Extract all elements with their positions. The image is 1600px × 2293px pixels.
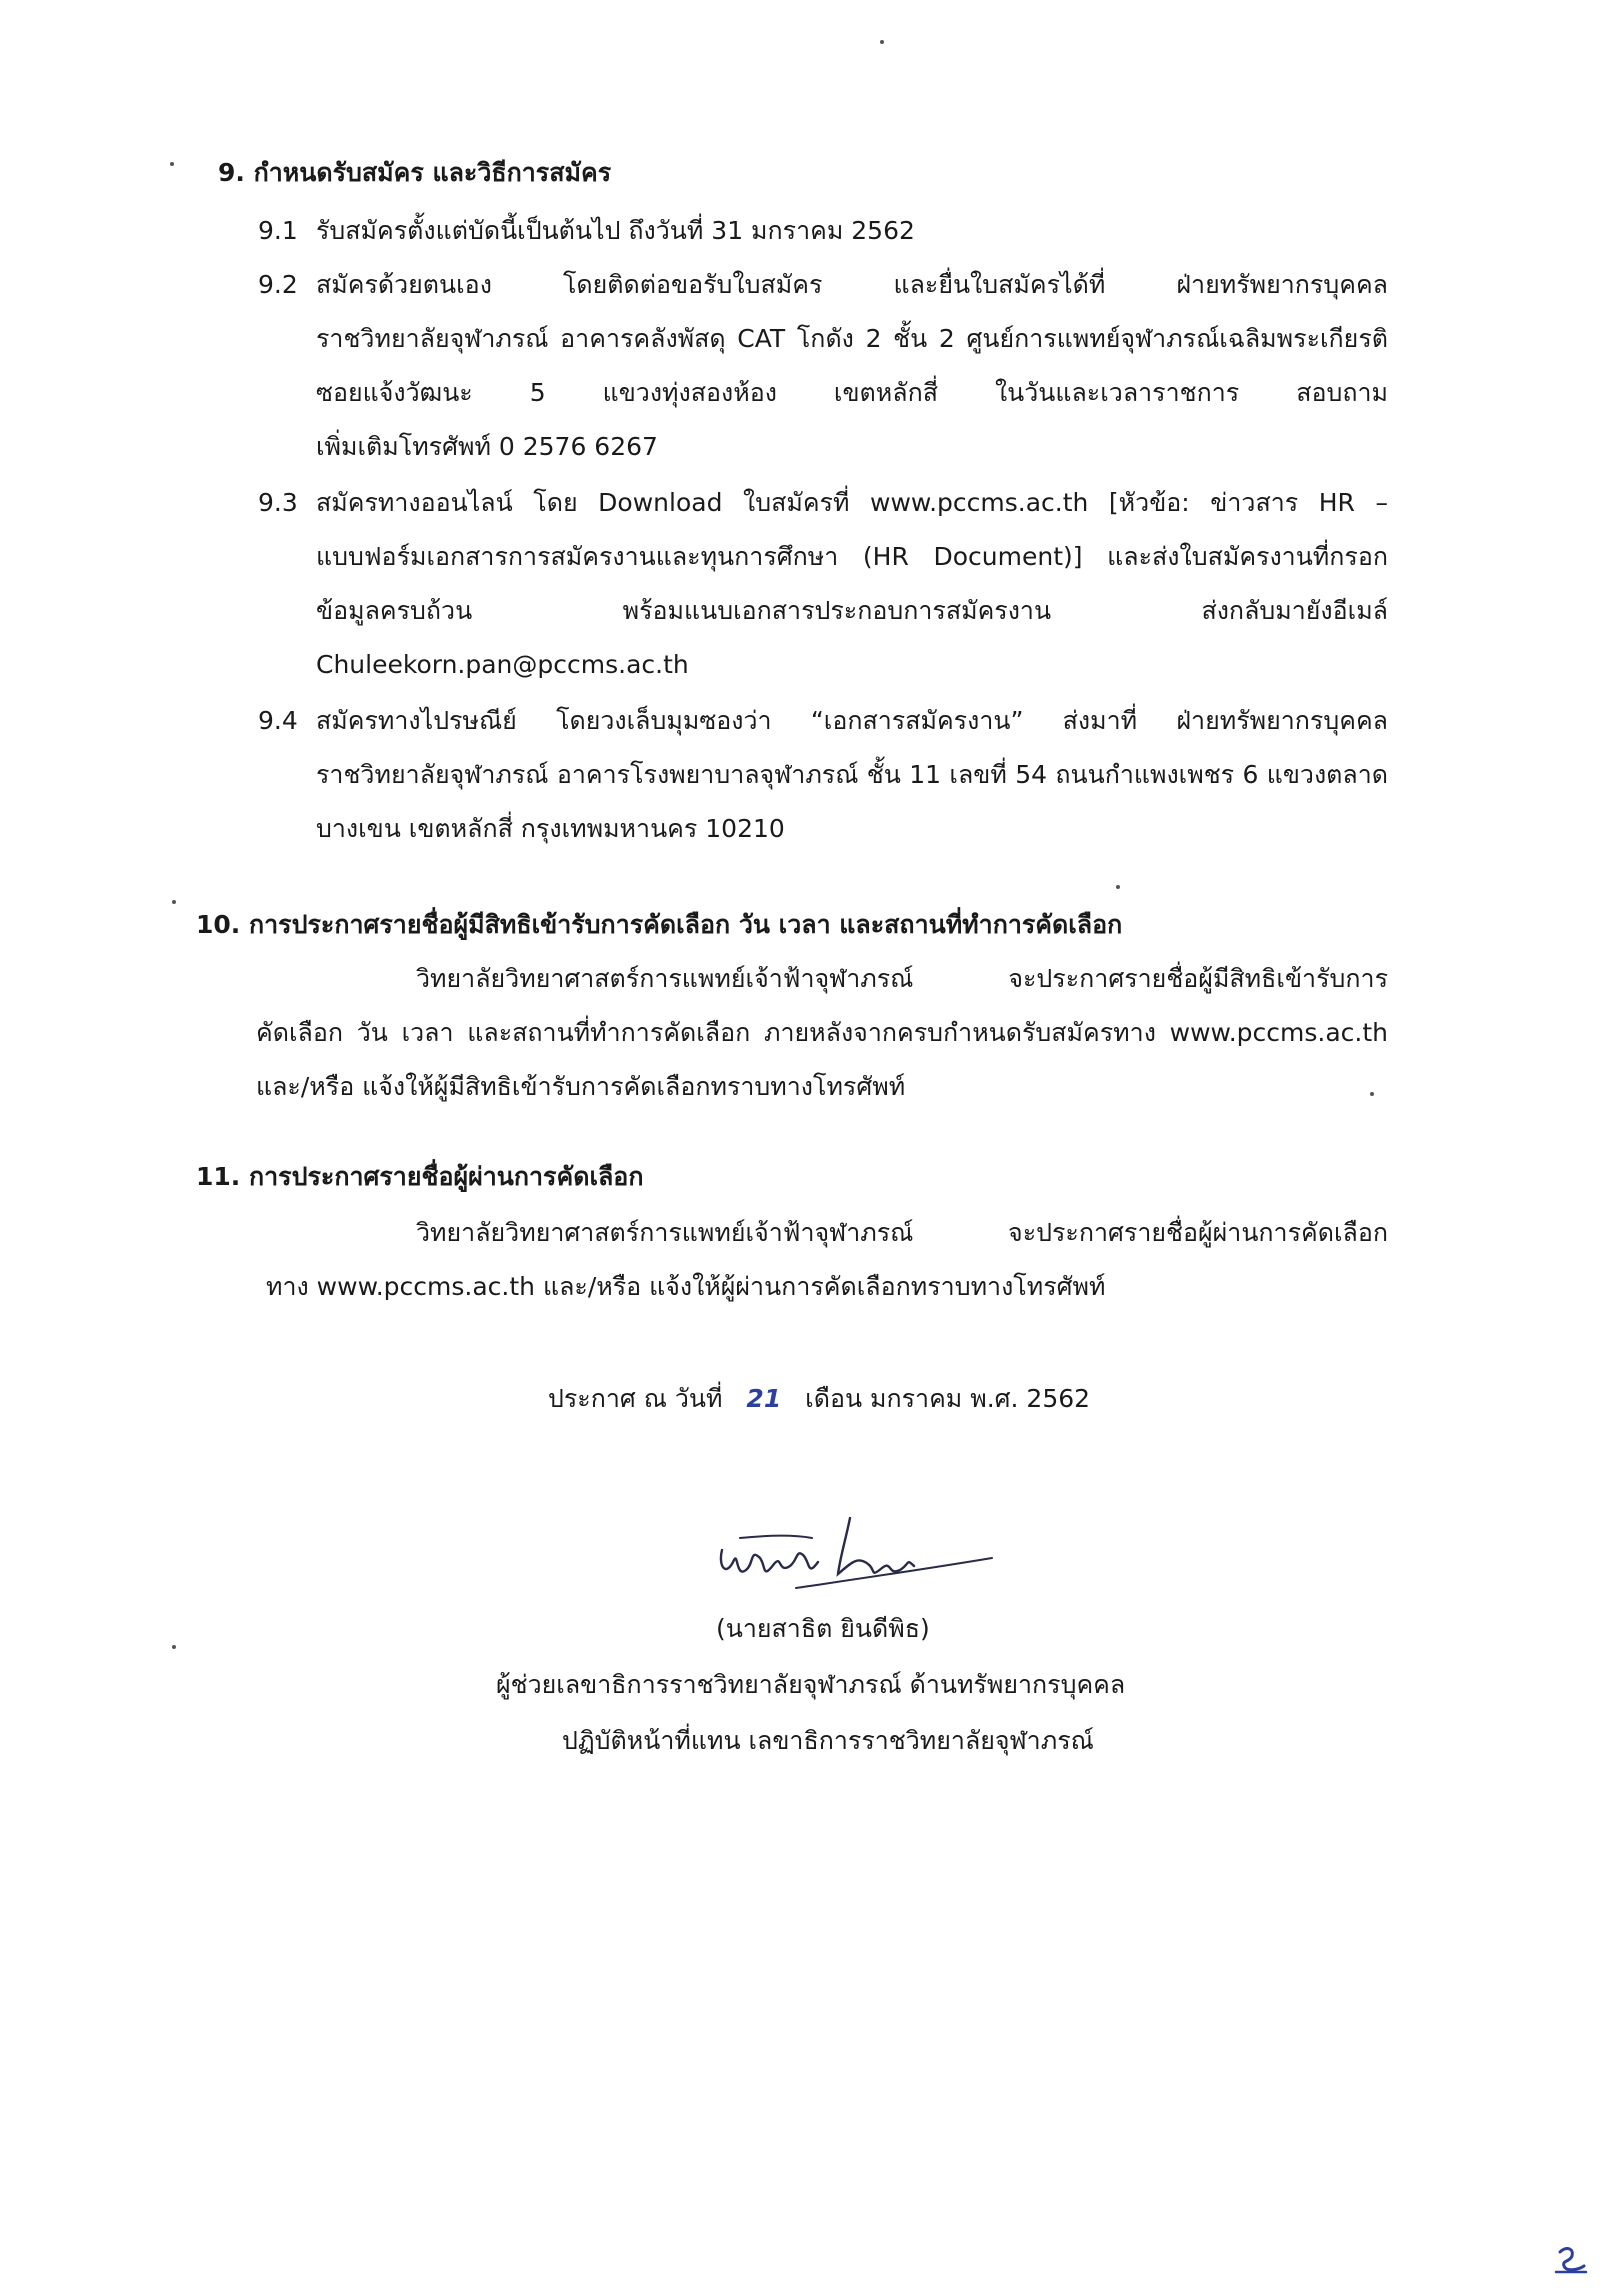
announce-prefix: ประกาศ ณ วันที่ xyxy=(548,1384,723,1413)
section-11-line: วิทยาลัยวิทยาศาสตร์การแพทย์เจ้าฟ้าจุฬาภรณ์ จะประกาศรายชื่อผู้ผ่านการคัดเลือก xyxy=(416,1218,1388,1247)
scan-speck xyxy=(172,1645,176,1649)
announcement-date xyxy=(548,1384,1090,1414)
signatory-name: (นายสาธิต ยินดีพิธ) xyxy=(716,1614,930,1643)
item-9-3-line: แบบฟอร์มเอกสารการสมัครงานและทุนการศึกษา (HR Document)] และส่งใบสมัครงานที่กรอก xyxy=(316,542,1388,571)
item-9-2-line: เพิ่มเติมโทรศัพท์ 0 2576 6267 xyxy=(316,432,658,461)
item-9-4-number: 9.4 xyxy=(258,706,298,735)
signatory-title: ผู้ช่วยเลขาธิการราชวิทยาลัยจุฬาภรณ์ ด้านทรัพยากรบุคคล xyxy=(496,1670,1126,1699)
scan-speck xyxy=(1370,1092,1374,1096)
section-9-heading: 9. กำหนดรับสมัคร และวิธีการสมัคร xyxy=(218,158,612,187)
item-9-1-line: รับสมัครตั้งแต่บัดนี้เป็นต้นไป ถึงวันที่ 31 มกราคม 2562 xyxy=(316,216,915,245)
item-9-3-email: Chuleekorn.pan@pccms.ac.th xyxy=(316,650,689,679)
item-9-4-line: ราชวิทยาลัยจุฬาภรณ์ อาคารโรงพยาบาลจุฬาภรณ์ ชั้น 11 เลขที่ 54 ถนนกำแพงเพชร 6 แขวงตลาด xyxy=(316,760,1388,789)
scan-speck xyxy=(880,40,884,44)
item-9-3-line: สมัครทางออนไลน์ โดย Download ใบสมัครที่ www.pccms.ac.th [หัวข้อ: ข่าวสาร HR – xyxy=(316,488,1388,517)
signatory-acting-title: ปฏิบัติหน้าที่แทน เลขาธิการราชวิทยาลัยจุฬาภรณ์ xyxy=(562,1726,1094,1755)
section-10-line: และ/หรือ แจ้งให้ผู้มีสิทธิเข้ารับการคัดเลือกทราบทางโทรศัพท์ xyxy=(256,1072,906,1101)
page-mark-icon xyxy=(1552,2242,1590,2276)
section-11-line: ทาง www.pccms.ac.th และ/หรือ แจ้งให้ผู้ผ่านการคัดเลือกทราบทางโทรศัพท์ xyxy=(266,1272,1106,1301)
item-9-3-line: ข้อมูลครบถ้วน พร้อมแนบเอกสารประกอบการสมัครงาน ส่งกลับมายังอีเมล์ xyxy=(316,596,1388,625)
section-10-heading: 10. การประกาศรายชื่อผู้มีสิทธิเข้ารับการคัดเลือก วัน เวลา และสถานที่ทำการคัดเลือก xyxy=(196,910,1123,939)
scan-speck xyxy=(1116,885,1120,889)
announce-suffix: เดือน มกราคม พ.ศ. 2562 xyxy=(805,1384,1091,1413)
item-9-2-line: ราชวิทยาลัยจุฬาภรณ์ อาคารคลังพัสดุ CAT โกดัง 2 ชั้น 2 ศูนย์การแพทย์จุฬาภรณ์เฉลิมพระเกียรติ xyxy=(316,324,1388,353)
handwritten-day: 21 xyxy=(746,1384,782,1413)
handwritten-signature xyxy=(700,1508,1000,1598)
scan-speck xyxy=(170,162,174,166)
section-10-line: คัดเลือก วัน เวลา และสถานที่ทำการคัดเลือก ภายหลังจากครบกำหนดรับสมัครทาง www.pccms.ac.th xyxy=(256,1018,1388,1047)
item-9-4-line: สมัครทางไปรษณีย์ โดยวงเล็บมุมซองว่า “เอกสารสมัครงาน” ส่งมาที่ ฝ่ายทรัพยากรบุคคล xyxy=(316,706,1388,735)
item-9-4-line: บางเขน เขตหลักสี่ กรุงเทพมหานคร 10210 xyxy=(316,814,785,843)
section-11-heading: 11. การประกาศรายชื่อผู้ผ่านการคัดเลือก xyxy=(196,1162,644,1191)
section-10-line: วิทยาลัยวิทยาศาสตร์การแพทย์เจ้าฟ้าจุฬาภรณ์ จะประกาศรายชื่อผู้มีสิทธิเข้ารับการ xyxy=(416,964,1388,993)
scan-speck xyxy=(172,900,176,904)
item-9-1-number: 9.1 xyxy=(258,216,298,245)
item-9-2-line: สมัครด้วยตนเอง โดยติดต่อขอรับใบสมัคร และยื่นใบสมัครได้ที่ ฝ่ายทรัพยากรบุคคล xyxy=(316,270,1388,299)
item-9-2-line: ซอยแจ้งวัฒนะ 5 แขวงทุ่งสองห้อง เขตหลักสี่ ในวันและเวลาราชการ สอบถาม xyxy=(316,378,1388,407)
item-9-2-number: 9.2 xyxy=(258,270,298,299)
item-9-3-number: 9.3 xyxy=(258,488,298,517)
